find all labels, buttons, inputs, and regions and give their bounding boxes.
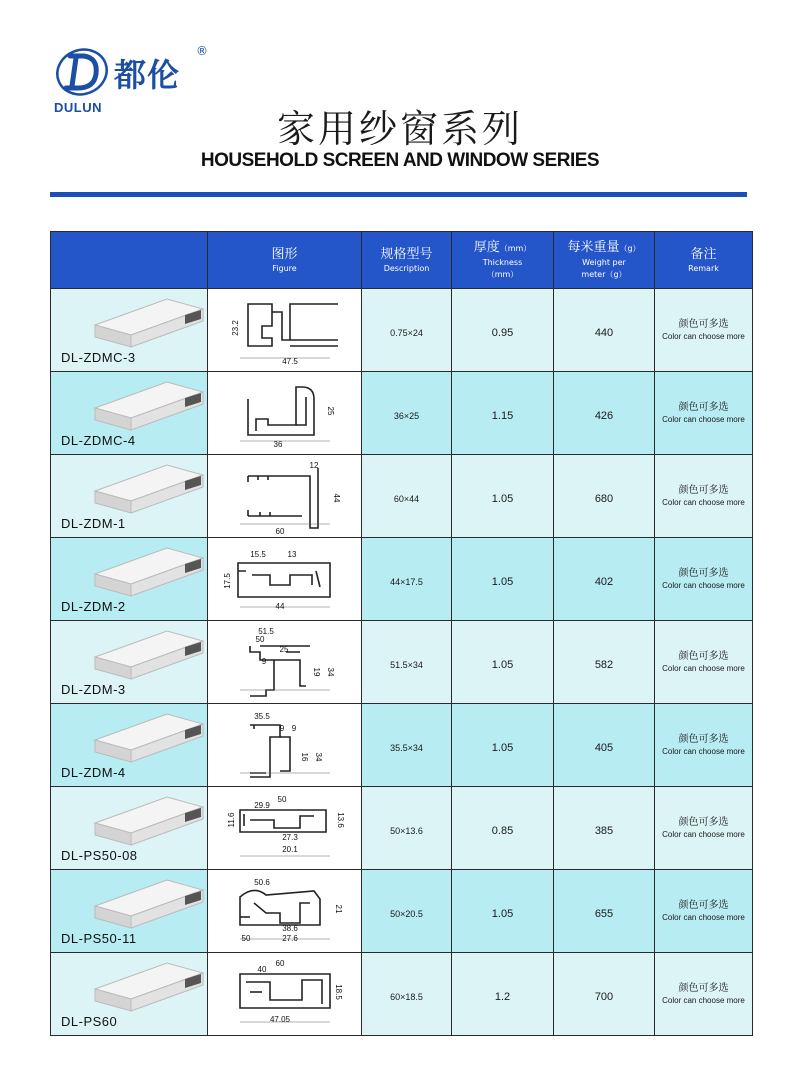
dimension-label: 34 bbox=[313, 752, 323, 762]
header-figure: 图形 Figure bbox=[208, 232, 362, 289]
table-row bbox=[51, 870, 753, 953]
table-row bbox=[51, 372, 753, 455]
weight-cell bbox=[554, 953, 655, 1036]
weight-value: 582 bbox=[594, 658, 614, 671]
dimension-label: 60 bbox=[275, 959, 284, 968]
remark-cell bbox=[655, 372, 753, 455]
thickness-cell bbox=[452, 870, 554, 953]
dimension-label: 12 bbox=[309, 461, 318, 470]
model-name: DL-PS60 bbox=[61, 1014, 118, 1029]
model-cell bbox=[51, 455, 208, 538]
header-description: 规格型号 Description bbox=[362, 232, 452, 289]
dimension-label: 9 bbox=[279, 724, 284, 733]
remark-en: Color can choose more bbox=[662, 913, 745, 922]
thickness-value: 1.2 bbox=[494, 990, 511, 1003]
description-cell bbox=[362, 289, 452, 372]
dimension-label: 51.5 bbox=[257, 627, 274, 636]
description-cell bbox=[362, 372, 452, 455]
profile-section-drawing bbox=[210, 292, 360, 368]
remark-cn: 颜色可多选 bbox=[678, 319, 729, 330]
remark-cn: 颜色可多选 bbox=[678, 817, 729, 828]
dimension-label: 19 bbox=[311, 667, 321, 677]
table-row bbox=[51, 787, 753, 870]
remark-cell bbox=[655, 455, 753, 538]
remark-en: Color can choose more bbox=[662, 747, 745, 756]
remark-cn: 颜色可多选 bbox=[678, 734, 729, 745]
profile-section-drawing bbox=[210, 707, 360, 783]
description-value: 50×20.5 bbox=[390, 908, 423, 919]
weight-cell bbox=[554, 372, 655, 455]
model-name: DL-PS50-08 bbox=[61, 848, 138, 863]
model-cell bbox=[51, 870, 208, 953]
dimension-label: 9 bbox=[261, 657, 266, 666]
table-row bbox=[51, 953, 753, 1036]
profile-3d-image bbox=[89, 544, 207, 600]
dimension-label: 15.5 bbox=[249, 550, 266, 559]
header-remark: 备注 Remark bbox=[655, 232, 753, 289]
description-cell bbox=[362, 621, 452, 704]
thickness-cell bbox=[452, 289, 554, 372]
dimension-label: 20.1 bbox=[281, 845, 298, 854]
dimension-label: 47.05 bbox=[269, 1015, 290, 1024]
brand-name-cn: 都伦 bbox=[114, 56, 181, 94]
dimension-label: 11.6 bbox=[226, 812, 236, 828]
dimension-label: 50.6 bbox=[253, 878, 270, 887]
thickness-cell bbox=[452, 787, 554, 870]
thickness-cell bbox=[452, 704, 554, 787]
model-cell bbox=[51, 621, 208, 704]
profile-3d-image bbox=[89, 378, 207, 434]
description-cell bbox=[362, 870, 452, 953]
profile-3d-image bbox=[89, 959, 207, 1015]
model-name: DL-ZDM-4 bbox=[61, 765, 126, 780]
remark-en: Color can choose more bbox=[662, 996, 745, 1005]
model-cell bbox=[51, 953, 208, 1036]
dimension-label: 44 bbox=[331, 493, 341, 503]
profile-section-drawing bbox=[210, 790, 360, 866]
profile-section-drawing bbox=[210, 541, 360, 617]
figure-cell bbox=[208, 704, 362, 787]
registered-mark: ® bbox=[196, 44, 208, 58]
figure-cell bbox=[208, 455, 362, 538]
remark-cn: 颜色可多选 bbox=[678, 485, 729, 496]
description-value: 0.75×24 bbox=[390, 327, 423, 338]
model-name: DL-PS50-11 bbox=[61, 931, 137, 946]
dimension-label: 40 bbox=[257, 965, 266, 974]
thickness-value: 0.85 bbox=[491, 824, 514, 837]
weight-value: 402 bbox=[594, 575, 614, 588]
dimension-label: 36 bbox=[273, 440, 282, 449]
remark-cn: 颜色可多选 bbox=[678, 651, 729, 662]
remark-en: Color can choose more bbox=[662, 664, 745, 673]
dimension-label: 17.5 bbox=[222, 573, 232, 589]
profile-section-drawing bbox=[210, 873, 360, 949]
dimension-label: 47.5 bbox=[281, 357, 298, 366]
profile-section-drawing bbox=[210, 375, 360, 451]
dimension-label: 38.6 bbox=[281, 924, 298, 933]
weight-cell bbox=[554, 621, 655, 704]
weight-value: 680 bbox=[594, 492, 614, 505]
brand-name-en: DULUN bbox=[54, 100, 102, 115]
description-value: 50×13.6 bbox=[390, 825, 423, 836]
dulun-d-logo-icon bbox=[54, 44, 110, 98]
dimension-label: 18.5 bbox=[333, 984, 343, 1000]
dimension-label: 44 bbox=[275, 602, 284, 611]
weight-cell bbox=[554, 787, 655, 870]
table-row bbox=[51, 538, 753, 621]
profile-3d-image bbox=[89, 295, 207, 351]
dimension-label: 9 bbox=[291, 724, 296, 733]
remark-en: Color can choose more bbox=[662, 830, 745, 839]
dimension-label: 50 bbox=[255, 635, 264, 644]
description-value: 60×44 bbox=[393, 493, 420, 504]
remark-en: Color can choose more bbox=[662, 415, 745, 424]
figure-cell bbox=[208, 372, 362, 455]
dimension-label: 21 bbox=[333, 904, 343, 914]
remark-en: Color can choose more bbox=[662, 498, 745, 507]
description-cell bbox=[362, 538, 452, 621]
remark-cn: 颜色可多选 bbox=[678, 568, 729, 579]
thickness-cell bbox=[452, 621, 554, 704]
weight-cell bbox=[554, 870, 655, 953]
weight-cell bbox=[554, 455, 655, 538]
weight-value: 405 bbox=[594, 741, 614, 754]
table-row bbox=[51, 621, 753, 704]
weight-value: 655 bbox=[594, 907, 614, 920]
remark-cell bbox=[655, 704, 753, 787]
spec-table bbox=[50, 231, 753, 1036]
description-cell bbox=[362, 704, 452, 787]
weight-value: 700 bbox=[594, 990, 614, 1003]
description-value: 36×25 bbox=[393, 410, 420, 421]
weight-cell bbox=[554, 538, 655, 621]
table-row bbox=[51, 289, 753, 372]
remark-cn: 颜色可多选 bbox=[678, 900, 729, 911]
remark-cell bbox=[655, 538, 753, 621]
thickness-value: 1.05 bbox=[491, 575, 514, 588]
dimension-label: 27.3 bbox=[281, 833, 298, 842]
model-cell bbox=[51, 289, 208, 372]
header-thickness: 厚度（mm） Thickness （mm） bbox=[452, 232, 554, 289]
header-model bbox=[51, 232, 208, 289]
model-cell bbox=[51, 704, 208, 787]
description-value: 60×18.5 bbox=[390, 991, 423, 1002]
dimension-label: 23.2 bbox=[230, 320, 240, 336]
page-title-cn: 家用纱窗系列 bbox=[276, 107, 523, 151]
dimension-label: 13 bbox=[287, 550, 296, 559]
figure-cell bbox=[208, 621, 362, 704]
figure-cell bbox=[208, 953, 362, 1036]
remark-cell bbox=[655, 787, 753, 870]
profile-3d-image bbox=[89, 793, 207, 849]
figure-cell bbox=[208, 870, 362, 953]
remark-cell bbox=[655, 289, 753, 372]
weight-value: 440 bbox=[594, 326, 614, 339]
remark-cn: 颜色可多选 bbox=[678, 983, 729, 994]
dimension-label: 25 bbox=[279, 645, 288, 654]
profile-3d-image bbox=[89, 627, 207, 683]
table-row bbox=[51, 704, 753, 787]
weight-value: 426 bbox=[594, 409, 614, 422]
description-value: 35.5×34 bbox=[390, 742, 423, 753]
thickness-cell bbox=[452, 372, 554, 455]
figure-cell bbox=[208, 787, 362, 870]
thickness-cell bbox=[452, 455, 554, 538]
model-cell bbox=[51, 787, 208, 870]
thickness-value: 1.05 bbox=[491, 492, 514, 505]
weight-value: 385 bbox=[594, 824, 614, 837]
profile-3d-image bbox=[89, 710, 207, 766]
dimension-label: 16 bbox=[299, 752, 309, 762]
dimension-label: 50 bbox=[277, 795, 286, 804]
thickness-value: 1.05 bbox=[491, 907, 514, 920]
thickness-value: 0.95 bbox=[491, 326, 514, 339]
remark-cell bbox=[655, 953, 753, 1036]
figure-cell bbox=[208, 289, 362, 372]
dimension-label: 29.9 bbox=[253, 801, 270, 810]
thickness-cell bbox=[452, 538, 554, 621]
profile-section-drawing bbox=[210, 624, 360, 700]
description-value: 51.5×34 bbox=[390, 659, 423, 670]
model-name: DL-ZDM-3 bbox=[61, 682, 126, 697]
model-name: DL-ZDM-2 bbox=[61, 599, 126, 614]
weight-cell bbox=[554, 704, 655, 787]
dimension-label: 50 bbox=[241, 934, 250, 943]
remark-cell bbox=[655, 621, 753, 704]
header-weight: 每米重量（g） Weight per meter（g） bbox=[554, 232, 655, 289]
dimension-label: 27.6 bbox=[281, 934, 298, 943]
model-name: DL-ZDMC-4 bbox=[61, 433, 136, 448]
dimension-label: 25 bbox=[325, 406, 335, 416]
model-name: DL-ZDM-1 bbox=[61, 516, 126, 531]
weight-cell bbox=[554, 289, 655, 372]
dimension-label: 60 bbox=[275, 527, 284, 534]
table-row bbox=[51, 455, 753, 538]
profile-3d-image bbox=[89, 876, 207, 932]
remark-cn: 颜色可多选 bbox=[678, 402, 729, 413]
profile-section-drawing bbox=[210, 458, 360, 534]
description-cell bbox=[362, 455, 452, 538]
remark-cell bbox=[655, 870, 753, 953]
profile-section-drawing bbox=[210, 956, 360, 1032]
description-cell bbox=[362, 953, 452, 1036]
thickness-value: 1.05 bbox=[491, 741, 514, 754]
description-value: 44×17.5 bbox=[390, 576, 423, 587]
model-cell bbox=[51, 372, 208, 455]
profile-3d-image bbox=[89, 461, 207, 517]
page-title-en: HOUSEHOLD SCREEN AND WINDOW SERIES bbox=[200, 150, 600, 171]
model-name: DL-ZDMC-3 bbox=[61, 350, 136, 365]
thickness-value: 1.15 bbox=[491, 409, 514, 422]
title-divider bbox=[50, 192, 747, 197]
remark-en: Color can choose more bbox=[662, 581, 745, 590]
dimension-label: 35.5 bbox=[253, 712, 270, 721]
remark-en: Color can choose more bbox=[662, 332, 745, 341]
thickness-cell bbox=[452, 953, 554, 1036]
figure-cell bbox=[208, 538, 362, 621]
model-cell bbox=[51, 538, 208, 621]
dimension-label: 13.6 bbox=[335, 812, 345, 828]
thickness-value: 1.05 bbox=[491, 658, 514, 671]
dimension-label: 34 bbox=[325, 667, 335, 677]
description-cell bbox=[362, 787, 452, 870]
table-header-row bbox=[51, 232, 753, 289]
